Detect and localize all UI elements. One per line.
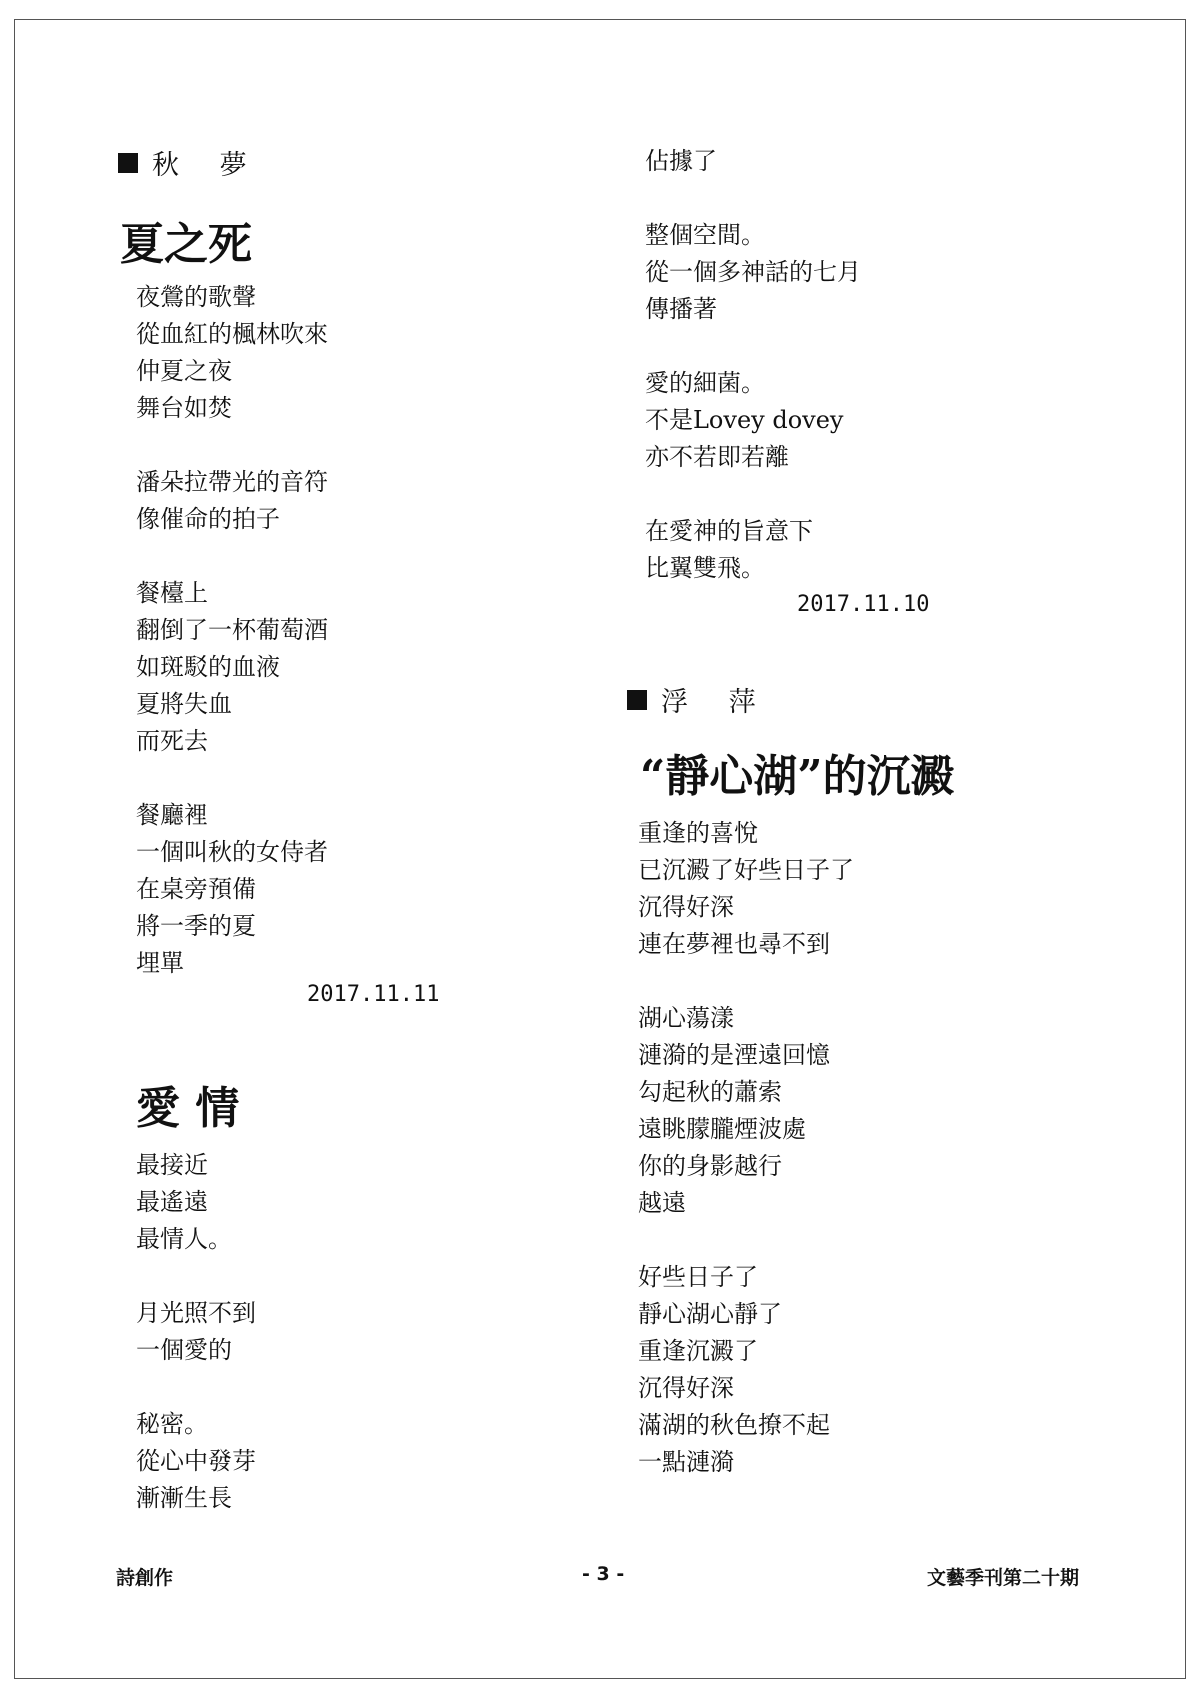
poem-line: 最接近 bbox=[136, 1151, 208, 1179]
poem-date-2: 2017.11.10 bbox=[797, 592, 930, 617]
stanza-gap bbox=[136, 1258, 256, 1295]
poem-line: 一個叫秋的女侍者 bbox=[136, 838, 328, 866]
poem-line: 漸漸生長 bbox=[136, 1484, 232, 1512]
poem-title-calm-lake: “靜心湖”的沉澱 bbox=[640, 751, 955, 802]
poem-line: 沉得好深 bbox=[638, 1374, 734, 1402]
poem-line: 滿湖的秋色撩不起 bbox=[638, 1411, 830, 1439]
footer-journal-issue: 文藝季刊第二十期 bbox=[927, 1567, 1080, 1589]
author-byline-1 bbox=[118, 143, 263, 182]
poem-line: 比翼雙飛。 bbox=[645, 554, 765, 582]
stanza-gap bbox=[645, 476, 861, 513]
poem-body-summer-death bbox=[136, 279, 328, 982]
poem-line: 將一季的夏 bbox=[136, 912, 256, 940]
poem-line: 在愛神的旨意下 bbox=[645, 517, 813, 545]
poem-line: 而死去 bbox=[136, 727, 208, 755]
square-bullet-icon bbox=[627, 690, 647, 710]
poem-title-summer-death: 夏之死 bbox=[120, 219, 252, 270]
stanza-gap bbox=[136, 538, 328, 575]
poem-line: 從心中發芽 bbox=[136, 1447, 256, 1475]
footer-section-label: 詩創作 bbox=[116, 1567, 174, 1589]
poem-line: 重逢的喜悅 bbox=[638, 819, 758, 847]
poem-line: 整個空間。 bbox=[645, 221, 765, 249]
poem-body-calm-lake bbox=[638, 815, 854, 1481]
stanza-gap bbox=[645, 328, 861, 365]
stanza-gap bbox=[638, 1222, 854, 1259]
poem-line: 愛的細菌。 bbox=[645, 369, 765, 397]
square-bullet-icon bbox=[118, 153, 138, 173]
poem-line: 仲夏之夜 bbox=[136, 357, 232, 385]
poem-line: 你的身影越行 bbox=[638, 1152, 782, 1180]
stanza-gap bbox=[645, 180, 861, 217]
poem-line: 秘密。 bbox=[136, 1410, 208, 1438]
poem-line: 像催命的拍子 bbox=[136, 505, 280, 533]
poem-line: 已沉澱了好些日子了 bbox=[638, 856, 854, 884]
author-name: 秋 夢 bbox=[152, 150, 263, 181]
poem-line: 月光照不到 bbox=[136, 1299, 256, 1327]
poem-line: 靜心湖心靜了 bbox=[638, 1300, 782, 1328]
poem-line: 佔據了 bbox=[645, 147, 717, 175]
stanza-gap bbox=[136, 1369, 256, 1406]
poem-line: 如斑駁的血液 bbox=[136, 653, 280, 681]
author-name: 浮 萍 bbox=[661, 687, 772, 718]
poem-date-1: 2017.11.11 bbox=[307, 982, 440, 1007]
poem-title-love: 愛 情 bbox=[136, 1083, 240, 1134]
stanza-gap bbox=[638, 963, 854, 1000]
poem-line: 舞台如焚 bbox=[136, 394, 232, 422]
poem-line: 餐檯上 bbox=[136, 579, 208, 607]
poem-line: 夜鶯的歌聲 bbox=[136, 283, 256, 311]
stanza-gap bbox=[136, 427, 328, 464]
stanza-gap bbox=[136, 760, 328, 797]
poem-line: 從一個多神話的七月 bbox=[645, 258, 861, 286]
poem-line: 潘朵拉帶光的音符 bbox=[136, 468, 328, 496]
poem-line: 最情人。 bbox=[136, 1225, 232, 1253]
poem-line: 一個愛的 bbox=[136, 1336, 232, 1364]
poem-body-love-continued bbox=[645, 143, 861, 587]
poem-line: 越遠 bbox=[638, 1189, 686, 1217]
poem-line: 湖心蕩漾 bbox=[638, 1004, 734, 1032]
poem-line: 遠眺朦朧煙波處 bbox=[638, 1115, 806, 1143]
poem-body-love bbox=[136, 1147, 256, 1517]
poem-line: 好些日子了 bbox=[638, 1263, 758, 1291]
poem-line: 夏將失血 bbox=[136, 690, 232, 718]
footer-page-number: - 3 - bbox=[582, 1563, 625, 1585]
poem-line: 在桌旁預備 bbox=[136, 875, 256, 903]
poem-line: 翻倒了一杯葡萄酒 bbox=[136, 616, 328, 644]
poem-line: 勾起秋的蕭索 bbox=[638, 1078, 782, 1106]
poem-line: 從血紅的楓林吹來 bbox=[136, 320, 328, 348]
poem-line: 最遙遠 bbox=[136, 1188, 208, 1216]
poem-line: 埋單 bbox=[136, 949, 184, 977]
poem-line: 連在夢裡也尋不到 bbox=[638, 930, 830, 958]
poem-line: 餐廳裡 bbox=[136, 801, 208, 829]
poem-line: 沉得好深 bbox=[638, 893, 734, 921]
poem-line: 一點漣漪 bbox=[638, 1448, 734, 1476]
poem-line: 不是Lovey dovey bbox=[645, 406, 844, 434]
author-byline-2 bbox=[627, 680, 772, 719]
poem-line: 亦不若即若離 bbox=[645, 443, 789, 471]
poem-line: 漣漪的是湮遠回憶 bbox=[638, 1041, 830, 1069]
poem-line: 重逢沉澱了 bbox=[638, 1337, 758, 1365]
poem-line: 傳播著 bbox=[645, 295, 717, 323]
